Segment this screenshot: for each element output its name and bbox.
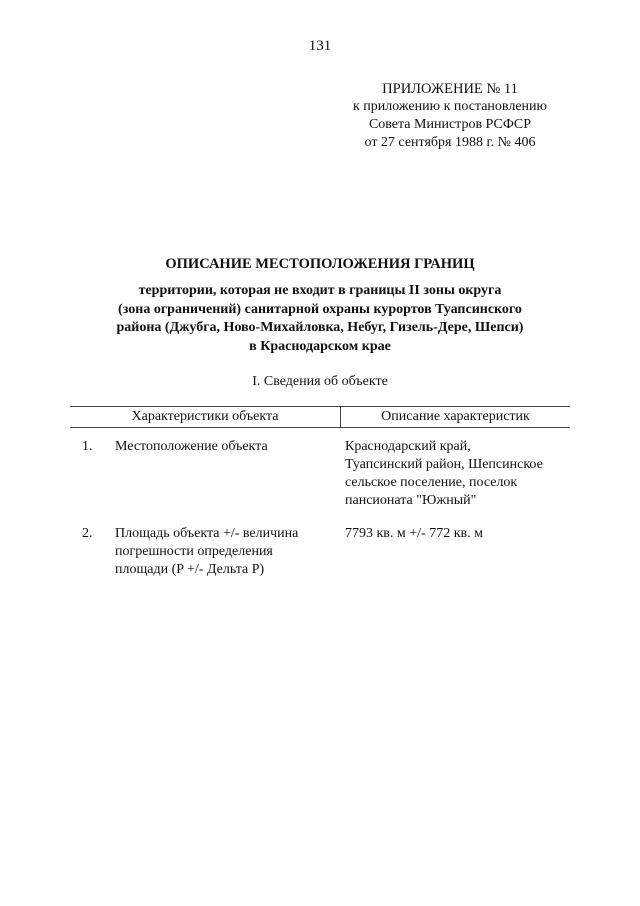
subtitle-line: в Краснодарском крае (249, 338, 391, 354)
table-header (70, 406, 570, 428)
row-description (345, 438, 570, 510)
row-characteristic (115, 438, 335, 456)
row-characteristic (115, 525, 335, 579)
cell-line: пансионата "Южный" (345, 493, 477, 508)
section-title: I. Сведения об объекте (252, 374, 388, 389)
cell-line: Площадь объекта +/- величина (115, 526, 299, 541)
page-number: 131 (308, 38, 332, 54)
cell-line: Туапсинский район, Шепсинское (345, 457, 543, 472)
appendix-line: от 27 сентября 1988 г. № 406 (364, 135, 536, 150)
appendix-block (330, 80, 570, 152)
cell-line: Местоположение объекта (115, 439, 268, 454)
appendix-line: к приложению к постановлению (353, 99, 547, 114)
row-number: 2. (82, 526, 93, 541)
cell-line: погрешности определения (115, 544, 273, 559)
cell-line: Краснодарский край, (345, 439, 471, 454)
row-description (345, 525, 570, 543)
row-number: 1. (82, 439, 93, 454)
cell-line: 7793 кв. м +/- 772 кв. м (345, 526, 483, 541)
document-title: ОПИСАНИЕ МЕСТОПОЛОЖЕНИЯ ГРАНИЦ (165, 256, 475, 272)
subtitle-line: (зона ограничений) санитарной охраны курортов Туапсинского (118, 301, 522, 317)
subtitle-line: района (Джубга, Ново-Михайловка, Небуг, Гизель-Дере, Шепси) (116, 320, 524, 335)
cell-line: площади (P +/- Дельта P) (115, 562, 265, 577)
appendix-line: Совета Министров РСФСР (368, 117, 532, 132)
appendix-heading: ПРИЛОЖЕНИЕ № 11 (382, 81, 518, 97)
subtitle-line: территории, которая не входит в границы II зоны округа (138, 283, 502, 298)
cell-line: сельское поселение, поселок (345, 475, 518, 490)
column-header-description: Описание характеристик (381, 409, 530, 424)
column-header-characteristics: Характеристики объекта (131, 409, 279, 424)
document-subtitle (60, 282, 580, 356)
